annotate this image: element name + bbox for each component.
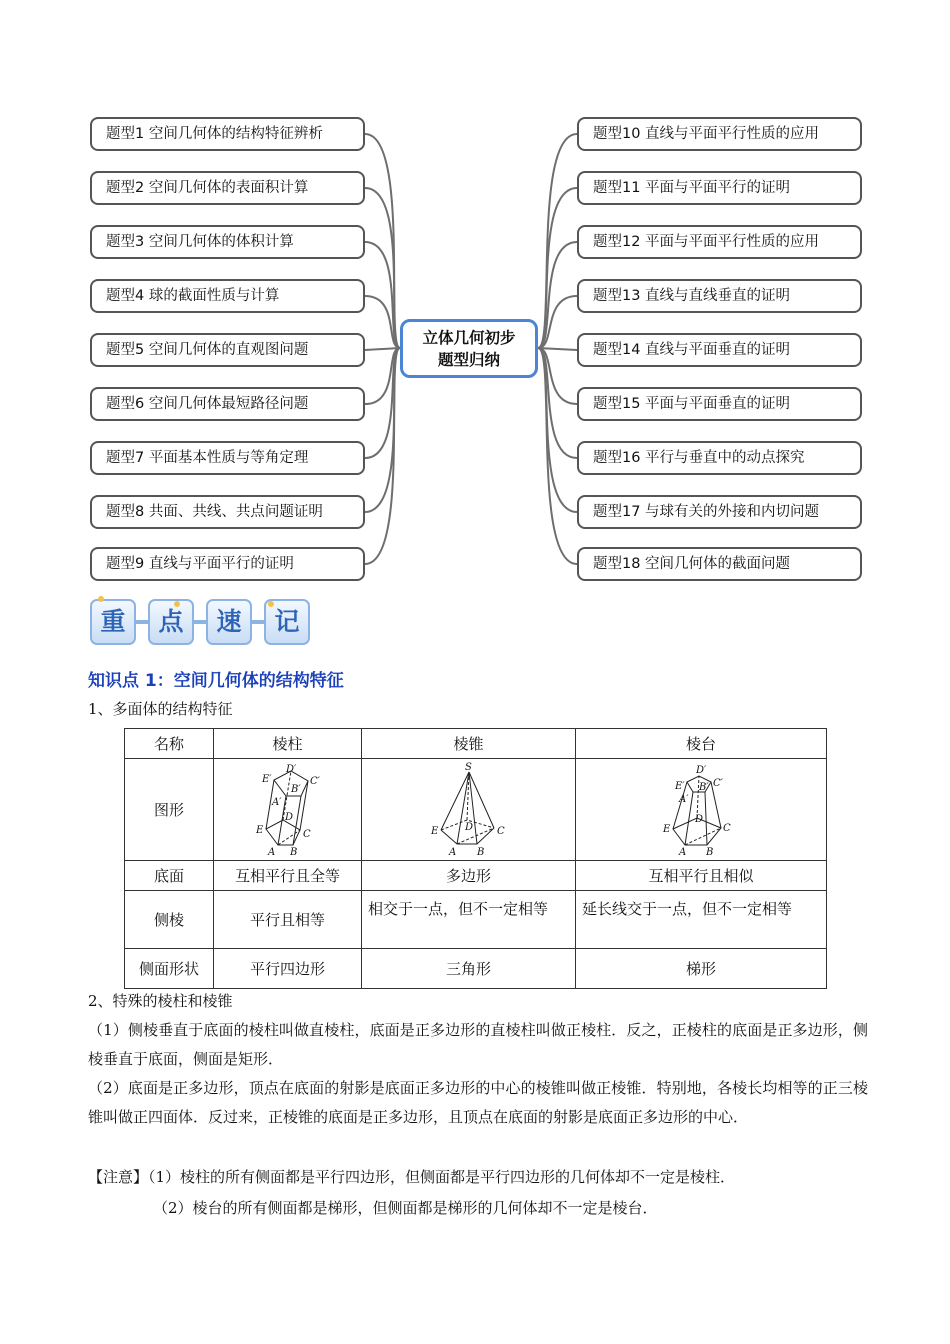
table-row xyxy=(125,949,827,989)
vertex-label: C xyxy=(723,822,731,834)
pyramid-figure xyxy=(419,762,519,858)
topic-node: 题型15 平面与平面垂直的证明 xyxy=(577,387,862,421)
banner-char: 记 xyxy=(264,599,310,645)
vertex-label: C′ xyxy=(713,777,723,789)
table-cell: 互相平行且相似 xyxy=(576,861,827,891)
note-line: 【注意】（1）棱柱的所有侧面都是平行四边形，但侧面都是平行四边形的几何体却不一定是棱柱． xyxy=(88,1168,736,1186)
vertex-label: E′ xyxy=(675,780,685,792)
vertex-label: C xyxy=(302,828,311,840)
topic-node: 题型11 平面与平面平行的证明 xyxy=(577,171,862,205)
row-label: 图形 xyxy=(125,759,214,861)
prism-figure xyxy=(238,762,338,858)
table-header: 棱锥 xyxy=(362,729,576,759)
frustum-figure xyxy=(651,762,751,858)
topic-node: 题型1 空间几何体的结构特征辨析 xyxy=(90,117,365,151)
vertex-label: B xyxy=(289,846,297,858)
topic-node: 题型13 直线与直线垂直的证明 xyxy=(577,279,862,313)
topic-node: 题型10 直线与平面平行性质的应用 xyxy=(577,117,862,151)
sparkle-icon xyxy=(98,596,104,602)
topic-node: 题型16 平行与垂直中的动点探究 xyxy=(577,441,862,475)
topic-node: 题型4 球的截面性质与计算 xyxy=(90,279,365,313)
table-cell: 多边形 xyxy=(362,861,576,891)
vertex-label: B xyxy=(476,846,484,858)
subheading: 2、特殊的棱柱和棱锥 xyxy=(88,992,233,1010)
table-cell: 平行四边形 xyxy=(214,949,362,989)
row-label: 侧棱 xyxy=(125,891,214,949)
banner-char: 点 xyxy=(148,599,194,645)
vertex-label: D xyxy=(695,813,704,825)
topic-node: 题型14 直线与平面垂直的证明 xyxy=(577,333,862,367)
topic-node: 题型18 空间几何体的截面问题 xyxy=(577,547,862,581)
polyhedron-table xyxy=(124,728,827,989)
table-cell: 平行且相等 xyxy=(214,891,362,949)
sparkle-icon xyxy=(268,601,274,607)
banner-connector xyxy=(194,620,206,624)
table-header-row xyxy=(125,729,827,759)
vertex-label: A′ xyxy=(271,796,281,808)
vertex-label: D′ xyxy=(285,763,296,775)
vertex-label: C xyxy=(496,825,505,837)
topic-node: 题型6 空间几何体最短路径问题 xyxy=(90,387,365,421)
vertex-label: S xyxy=(464,761,472,773)
row-label: 底面 xyxy=(125,861,214,891)
section-title: 知识点 1：空间几何体的结构特征 xyxy=(88,671,344,691)
vertex-label: E xyxy=(255,824,263,836)
table-row xyxy=(125,861,827,891)
vertex-label: D xyxy=(464,821,473,833)
banner-connector xyxy=(252,620,264,624)
topic-node: 题型9 直线与平面平行的证明 xyxy=(90,547,365,581)
table-row xyxy=(125,891,827,949)
vertex-label: A xyxy=(679,846,687,858)
table-cell: 延长线交于一点，但不一定相等 xyxy=(576,891,827,949)
topic-node: 题型12 平面与平面平行性质的应用 xyxy=(577,225,862,259)
table-header: 名称 xyxy=(125,729,214,759)
subheading: 1、多面体的结构特征 xyxy=(88,700,233,718)
table-row xyxy=(125,759,827,861)
topic-node: 题型5 空间几何体的直观图问题 xyxy=(90,333,365,367)
row-label: 侧面形状 xyxy=(125,949,214,989)
vertex-label: B′ xyxy=(290,783,301,795)
vertex-label: C′ xyxy=(309,775,320,787)
connector xyxy=(538,134,577,348)
vertex-label: E xyxy=(430,825,438,837)
topic-node: 题型8 共面、共线、共点问题证明 xyxy=(90,495,365,529)
banner-connector xyxy=(136,620,148,624)
connector xyxy=(365,348,400,564)
vertex-label: B xyxy=(706,846,714,858)
topic-node: 题型7 平面基本性质与等角定理 xyxy=(90,441,365,475)
vertex-label: D xyxy=(284,811,293,823)
prism-figure-cell xyxy=(214,759,362,861)
table-cell: 相交于一点，但不一定相等 xyxy=(362,891,576,949)
table-cell: 三角形 xyxy=(362,949,576,989)
topic-node: 题型2 空间几何体的表面积计算 xyxy=(90,171,365,205)
table-header: 棱台 xyxy=(576,729,827,759)
banner-char: 速 xyxy=(206,599,252,645)
vertex-label: B′ xyxy=(699,781,709,793)
vertex-label: A′ xyxy=(679,793,689,805)
frustum-figure-cell xyxy=(576,759,827,861)
paragraph: （2）底面是正多边形，顶点在底面的射影是底面正多边形的中心的棱锥叫做正棱锥．特别地，各棱长均相等的正三棱锥叫做正四面体．反过来，正棱锥的底面是正多边形，且顶点在底面的射影是底面正多边形的中心． xyxy=(88,1079,868,1126)
mindmap xyxy=(0,0,950,600)
note-line: （2）棱台的所有侧面都是梯形，但侧面都是梯形的几何体却不一定是棱台． xyxy=(153,1199,658,1217)
vertex-label: E′ xyxy=(261,773,272,785)
table-cell: 梯形 xyxy=(576,949,827,989)
connector xyxy=(365,348,400,350)
paragraph: （1）侧棱垂直于底面的棱柱叫做直棱柱，底面是正多边形的直棱柱叫做正棱柱．反之，正棱柱的底面是正多边形，侧棱垂直于底面，侧面是矩形． xyxy=(88,1021,868,1068)
center-title-line1: 立体几何初步 xyxy=(422,329,516,347)
vertex-label: E xyxy=(663,823,671,835)
vertex-label: D′ xyxy=(696,764,707,776)
pyramid-figure-cell xyxy=(362,759,576,861)
mindmap-center-node xyxy=(400,319,538,378)
table-header: 棱柱 xyxy=(214,729,362,759)
key-points-banner xyxy=(90,599,320,651)
topic-node: 题型3 空间几何体的体积计算 xyxy=(90,225,365,259)
table-cell: 互相平行且全等 xyxy=(214,861,362,891)
sparkle-icon xyxy=(174,601,180,607)
banner-char: 重 xyxy=(90,599,136,645)
topic-node: 题型17 与球有关的外接和内切问题 xyxy=(577,495,862,529)
center-title-line2: 题型归纳 xyxy=(437,351,500,369)
connector xyxy=(538,348,577,564)
vertex-label: A xyxy=(267,846,275,858)
vertex-label: A xyxy=(448,846,456,858)
